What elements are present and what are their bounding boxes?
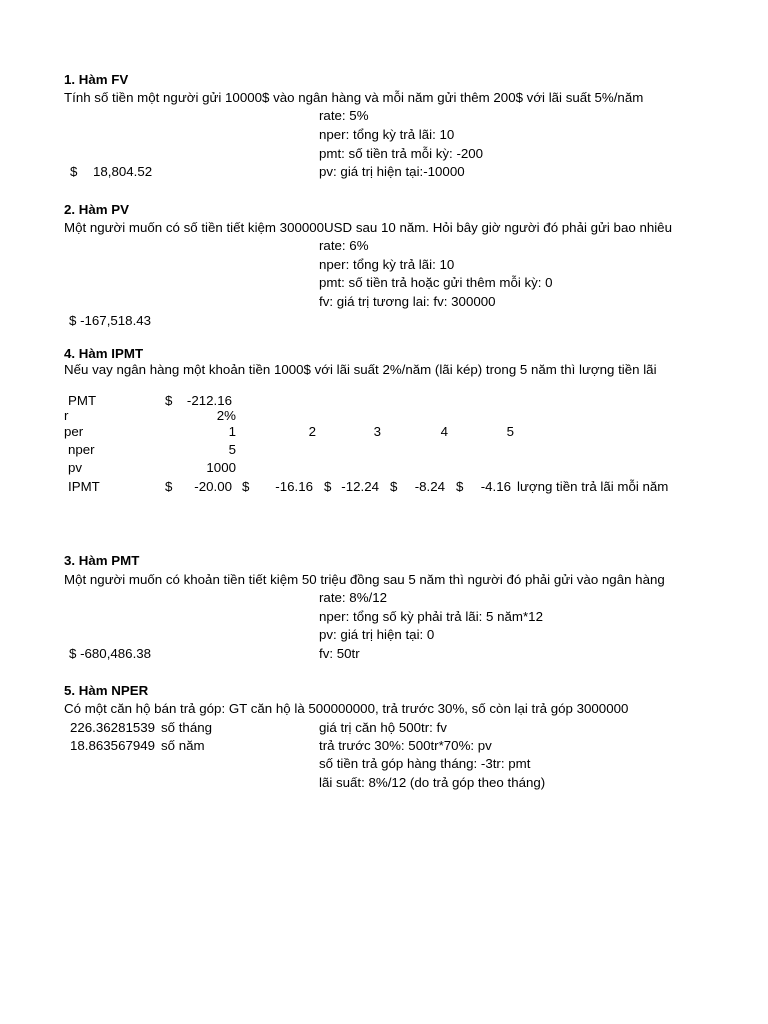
- fv-param-nper: nper: tổng kỳ trả lãi: 10: [319, 127, 455, 142]
- ipmt-nper-value: 5: [228, 442, 236, 457]
- ipmt-pmt-value: -212.16: [186, 393, 232, 408]
- pv-question: Một người muốn có số tiền tiết kiệm 300000USD sau 10 năm. Hỏi bây giờ người đó phải gửi bao nhiêu: [64, 220, 672, 235]
- ipmt-currency-2: $: [242, 479, 250, 494]
- ipmt-per-3: 3: [373, 424, 381, 439]
- ipmt-currency-1: $: [165, 479, 173, 494]
- ipmt-value-5: -4.16: [480, 479, 511, 494]
- pv-param-nper: nper: tổng kỳ trả lãi: 10: [319, 257, 455, 272]
- pmt-question: Một người muốn có khoản tiền tiết kiệm 50 triệu đồng sau 5 năm thì người đó phải gửi vào ngân hàng: [64, 572, 665, 587]
- pmt-param-fv: fv: 50tr: [319, 646, 360, 661]
- ipmt-row-label: IPMT: [68, 479, 100, 494]
- pmt-heading: 3. Hàm PMT: [64, 553, 140, 568]
- nper-years-label: số năm: [161, 738, 205, 753]
- ipmt-value-2: -16.16: [275, 479, 313, 494]
- nper-months-label: số tháng: [161, 720, 213, 735]
- nper-months-value: 226.36281539: [70, 720, 156, 735]
- pv-param-fv: fv: giá trị tương lai: fv: 300000: [319, 294, 496, 309]
- ipmt-value-1: -20.00: [194, 479, 232, 494]
- pv-param-rate: rate: 6%: [319, 238, 369, 253]
- ipmt-per-4: 4: [440, 424, 448, 439]
- ipmt-value-3: -12.24: [341, 479, 379, 494]
- ipmt-per-2: 2: [308, 424, 316, 439]
- pmt-param-pv: pv: giá trị hiện tại: 0: [319, 627, 435, 642]
- ipmt-pv-value: 1000: [206, 460, 236, 475]
- fv-param-pmt: pmt: số tiền trả mỗi kỳ: -200: [319, 146, 484, 161]
- nper-param-pmt: số tiền trả góp hàng tháng: -3tr: pmt: [319, 756, 531, 771]
- ipmt-currency-3: $: [324, 479, 332, 494]
- ipmt-pmt-label: PMT: [68, 393, 97, 408]
- fv-heading: 1. Hàm FV: [64, 72, 129, 87]
- ipmt-nper-label: nper: [68, 442, 95, 457]
- nper-heading: 5. Hàm NPER: [64, 683, 149, 698]
- pmt-result: $ -680,486.38: [69, 646, 152, 661]
- nper-question: Có một căn hộ bán trả góp: GT căn hộ là 500000000, trả trước 30%, số còn lại trả góp 3000000: [64, 701, 629, 716]
- pv-result: $ -167,518.43: [69, 313, 152, 328]
- pmt-param-nper: nper: tổng số kỳ phải trả lãi: 5 năm*12: [319, 609, 543, 624]
- fv-question: Tính số tiền một người gửi 10000$ vào ngân hàng và mỗi năm gửi thêm 200$ với lãi suất 5%/năm: [64, 90, 644, 105]
- fv-param-pv: pv: giá trị hiện tại:-10000: [319, 164, 465, 179]
- fv-param-rate: rate: 5%: [319, 108, 369, 123]
- ipmt-r-value: 2%: [216, 408, 236, 423]
- ipmt-heading: 4. Hàm IPMT: [64, 346, 144, 361]
- ipmt-value-4: -8.24: [414, 479, 445, 494]
- ipmt-pv-label: pv: [68, 460, 83, 475]
- ipmt-pmt-symbol: $: [165, 393, 173, 408]
- pv-param-pmt: pmt: số tiền trả hoặc gửi thêm mỗi kỳ: 0: [319, 275, 553, 290]
- ipmt-per-1: 1: [228, 424, 236, 439]
- ipmt-currency-4: $: [390, 479, 398, 494]
- ipmt-per-label: per: [64, 424, 84, 439]
- ipmt-question: Nếu vay ngân hàng một khoản tiền 1000$ với lãi suất 2%/năm (lãi kép) trong 5 năm thì lượng tiền lãi: [64, 362, 657, 377]
- ipmt-note: lượng tiền trả lãi mỗi năm: [517, 479, 669, 494]
- fv-result-symbol: $: [70, 164, 78, 179]
- nper-param-pv: trả trước 30%: 500tr*70%: pv: [319, 738, 492, 753]
- nper-param-rate: lãi suất: 8%/12 (do trả góp theo tháng): [319, 775, 546, 790]
- pmt-param-rate: rate: 8%/12: [319, 590, 388, 605]
- ipmt-r-label: r: [64, 408, 69, 423]
- nper-param-fv: giá trị căn hộ 500tr: fv: [319, 720, 447, 735]
- pv-heading: 2. Hàm PV: [64, 202, 130, 217]
- ipmt-per-5: 5: [506, 424, 514, 439]
- ipmt-currency-5: $: [456, 479, 464, 494]
- fv-result-value: 18,804.52: [93, 164, 153, 179]
- nper-years-value: 18.863567949: [70, 738, 156, 753]
